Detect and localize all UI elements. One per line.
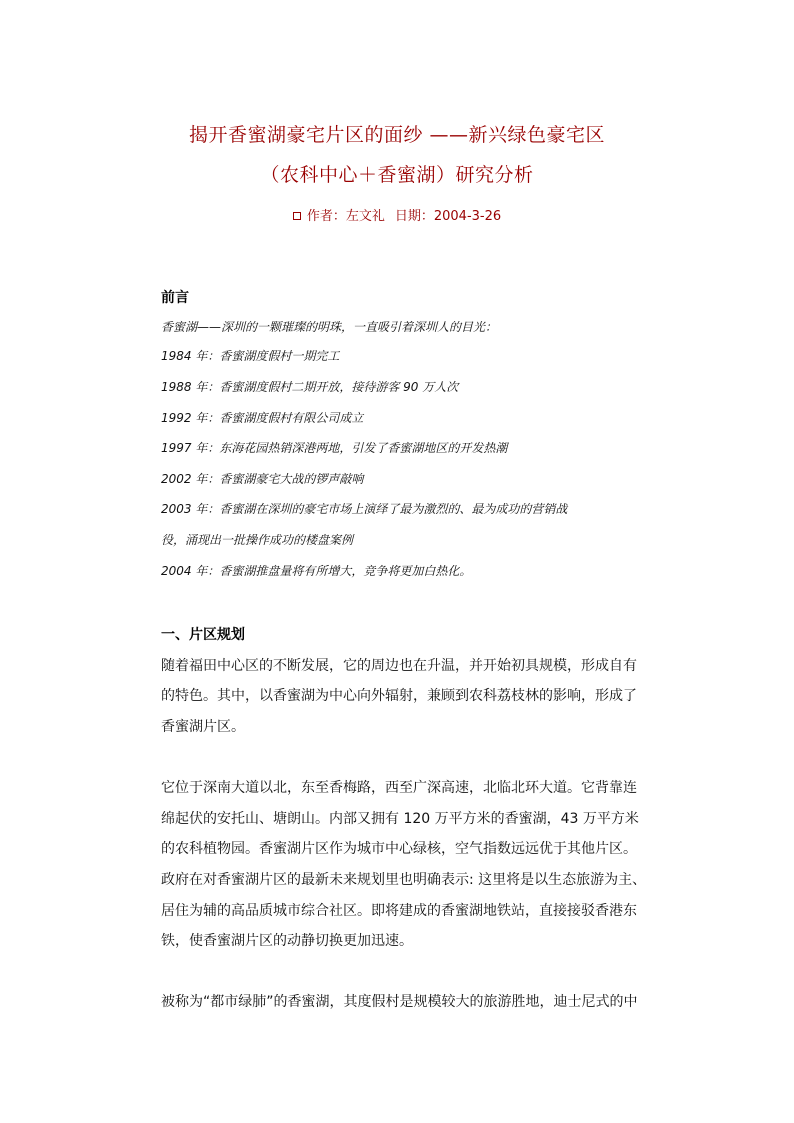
- body-line: 随着福田中心区的不断发展，它的周边也在升温，并开始初具规模，形成自有: [161, 658, 637, 674]
- preface-line: 1984 年：香蜜湖度假村一期完工: [161, 349, 340, 363]
- preface-line: 2004 年：香蜜湖推盘量将有所增大，竞争将更加白热化。: [161, 564, 472, 578]
- author-date-line: [0, 205, 794, 224]
- preface-line: 2003 年：香蜜湖在深圳的豪宅市场上演绎了最为激烈的、最为成功的营销战: [161, 502, 568, 516]
- body-line: 它位于深南大道以北，东至香梅路，西至广深高速，北临北环大道。它背靠连: [161, 780, 637, 796]
- body-line: 香蜜湖片区。: [161, 719, 245, 735]
- preface-line: 1997 年：东海花园热销深港两地，引发了香蜜湖地区的开发热潮: [161, 441, 508, 455]
- preface-line: 1988 年：香蜜湖度假村二期开放，接待游客 90 万人次: [161, 380, 459, 394]
- body-line: 居住为辅的高品质城市综合社区。即将建成的香蜜湖地铁站，直接接驳香港东: [161, 903, 637, 919]
- body-line: 绵起伏的安托山、塘朗山。内部又拥有 120 万平方米的香蜜湖，43 万平方米: [161, 811, 639, 827]
- author: 作者：左文礼: [306, 209, 385, 224]
- preface-line: 役，涌现出一批操作成功的楼盘案例: [161, 533, 354, 547]
- preface-line: 1992 年：香蜜湖度假村有限公司成立: [161, 411, 364, 425]
- square-bullet-icon: [293, 212, 301, 220]
- body-line: 的农科植物园。香蜜湖片区作为城市中心绿核，空气指数远远优于其他片区。: [161, 841, 637, 857]
- preface-line: 香蜜湖——深圳的一颗璀璨的明珠，一直吸引着深圳人的目光：: [161, 320, 498, 334]
- document-title-line-2: （农科中心＋香蜜湖）研究分析: [260, 164, 534, 186]
- body-line: 铁，使香蜜湖片区的动静切换更加迅速。: [161, 933, 413, 949]
- preface-heading: 前言: [161, 290, 189, 306]
- preface-line: 2002 年：香蜜湖豪宅大战的锣声敲响: [161, 472, 364, 486]
- body-line: 的特色。其中，以香蜜湖为中心向外辐射，兼顾到农科荔枝林的影响，形成了: [161, 688, 637, 704]
- document-title-line-1: 揭开香蜜湖豪宅片区的面纱 ——新兴绿色豪宅区: [188, 124, 606, 146]
- body-line: 政府在对香蜜湖片区的最新未来规划里也明确表示: 这里将是以生态旅游为主、: [161, 872, 647, 888]
- section-1-heading: 一、片区规划: [161, 627, 245, 643]
- body-line: 被称为“都市绿肺”的香蜜湖，其度假村是规模较大的旅游胜地，迪士尼式的中: [161, 994, 638, 1010]
- date: 日期：2004-3-26: [394, 209, 502, 224]
